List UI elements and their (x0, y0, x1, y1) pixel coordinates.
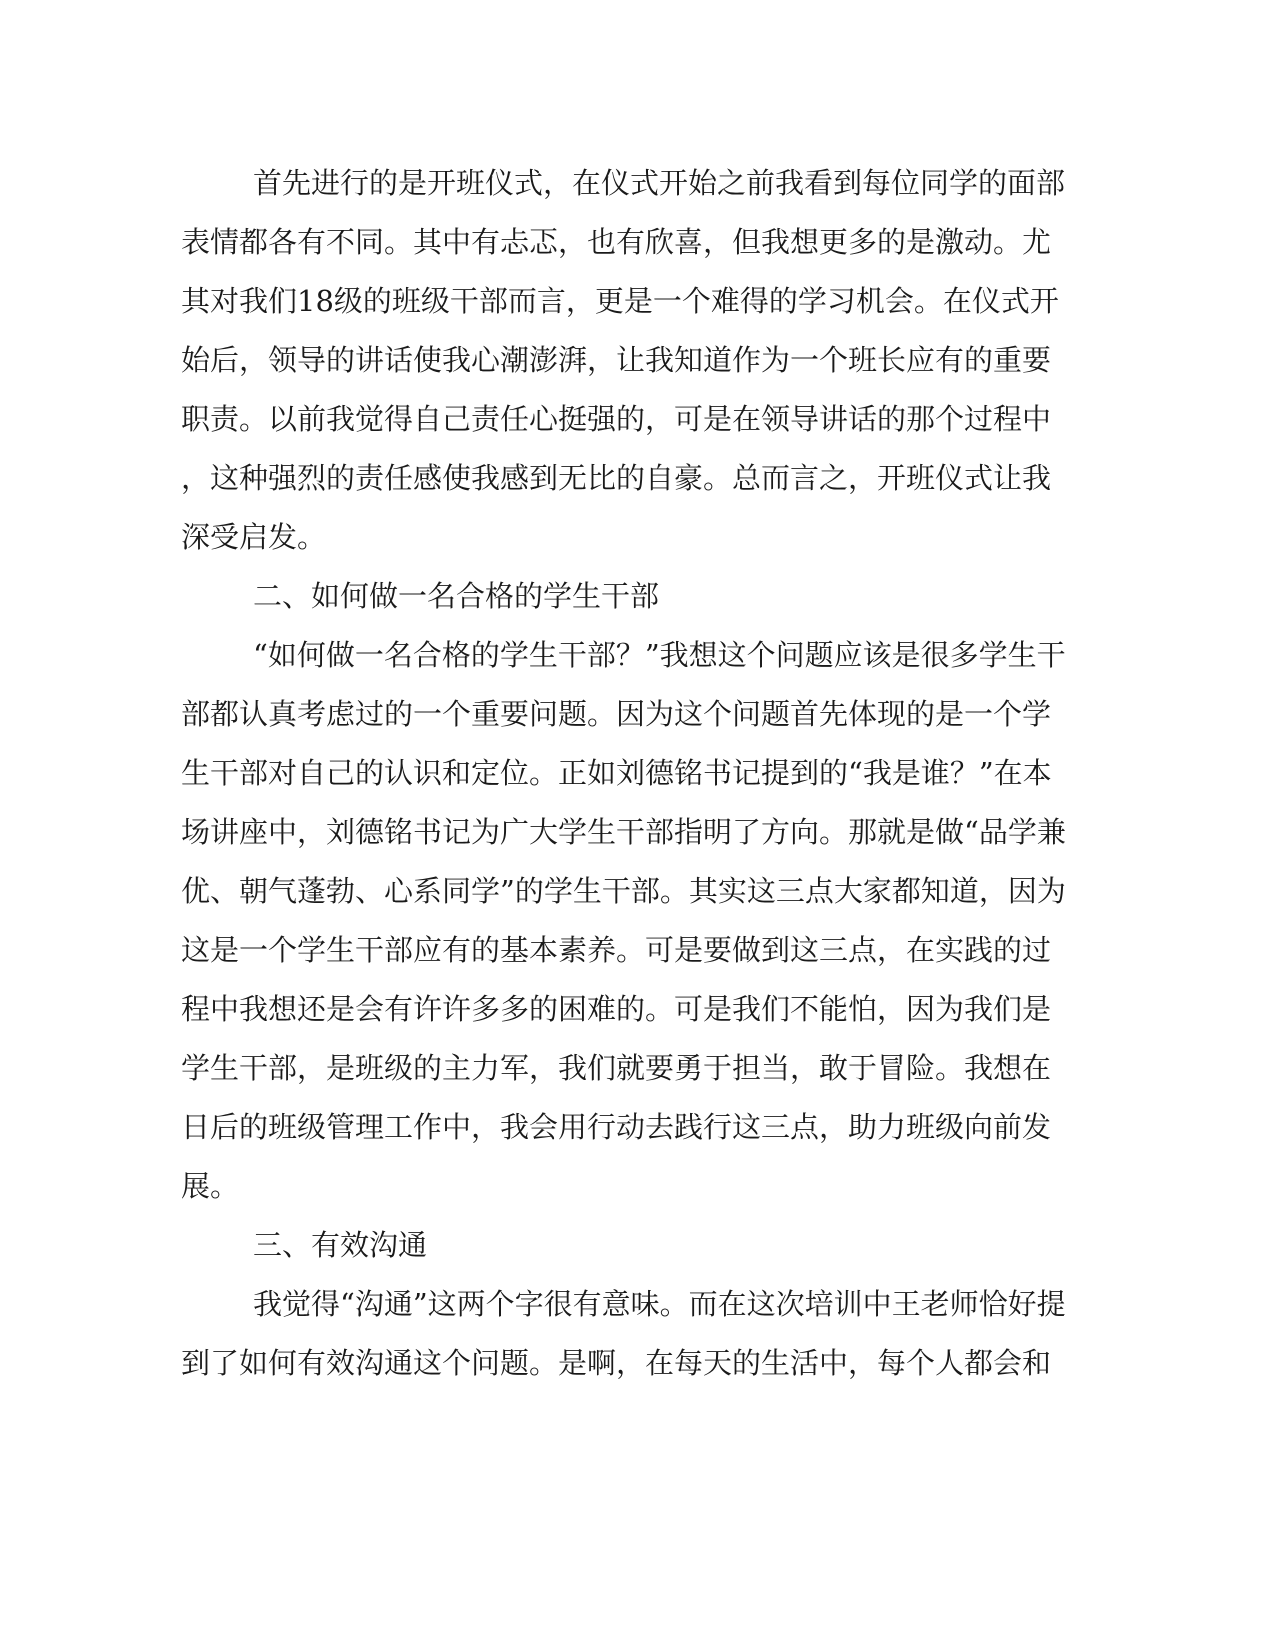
paragraph-line: “如何做一名合格的学生干部？”我想这个问题应该是很多学生干 (253, 638, 1066, 672)
paragraph-line: 优、朝气蓬勃、心系同学”的学生干部。其实这三点大家都知道，因为 (181, 874, 1066, 908)
paragraph-line: 生干部对自己的认识和定位。正如刘德铭书记提到的“我是谁？”在本 (181, 756, 1052, 790)
paragraph-line: ，这种强烈的责任感使我感到无比的自豪。总而言之，开班仪式让我 (181, 461, 1052, 495)
paragraph-line: 这是一个学生干部应有的基本素养。可是要做到这三点，在实践的过 (181, 933, 1052, 967)
paragraph-line: 始后，领导的讲话使我心潮澎湃，让我知道作为一个班长应有的重要 (181, 343, 1052, 377)
section-heading: 二、如何做一名合格的学生干部 (253, 579, 660, 613)
document-body (181, 154, 1066, 1393)
paragraph-line: 表情都各有不同。其中有忐忑，也有欣喜，但我想更多的是激动。尤 (181, 225, 1052, 259)
paragraph-line: 日后的班级管理工作中，我会用行动去践行这三点，助力班级向前发 (181, 1110, 1052, 1144)
paragraph-line: 到了如何有效沟通这个问题。是啊，在每天的生活中，每个人都会和 (181, 1346, 1052, 1380)
paragraph-line: 其对我们18级的班级干部而言，更是一个难得的学习机会。在仪式开 (181, 284, 1059, 318)
paragraph-line: 首先进行的是开班仪式，在仪式开始之前我看到每位同学的面部 (253, 166, 1066, 200)
paragraph-line: 职责。以前我觉得自己责任心挺强的，可是在领导讲话的那个过程中 (181, 402, 1052, 436)
paragraph-line: 学生干部，是班级的主力军，我们就要勇于担当，敢于冒险。我想在 (181, 1051, 1052, 1085)
paragraph-line: 部都认真考虑过的一个重要问题。因为这个问题首先体现的是一个学 (181, 697, 1052, 731)
paragraph-line: 展。 (181, 1169, 240, 1203)
paragraph-line: 我觉得“沟通”这两个字很有意味。而在这次培训中王老师恰好提 (253, 1287, 1066, 1321)
paragraph-line: 深受启发。 (181, 520, 327, 554)
paragraph-line: 程中我想还是会有许许多多的困难的。可是我们不能怕，因为我们是 (181, 992, 1052, 1026)
paragraph-line: 场讲座中，刘德铭书记为广大学生干部指明了方向。那就是做“品学兼 (181, 815, 1066, 849)
section-heading: 三、有效沟通 (253, 1228, 428, 1262)
